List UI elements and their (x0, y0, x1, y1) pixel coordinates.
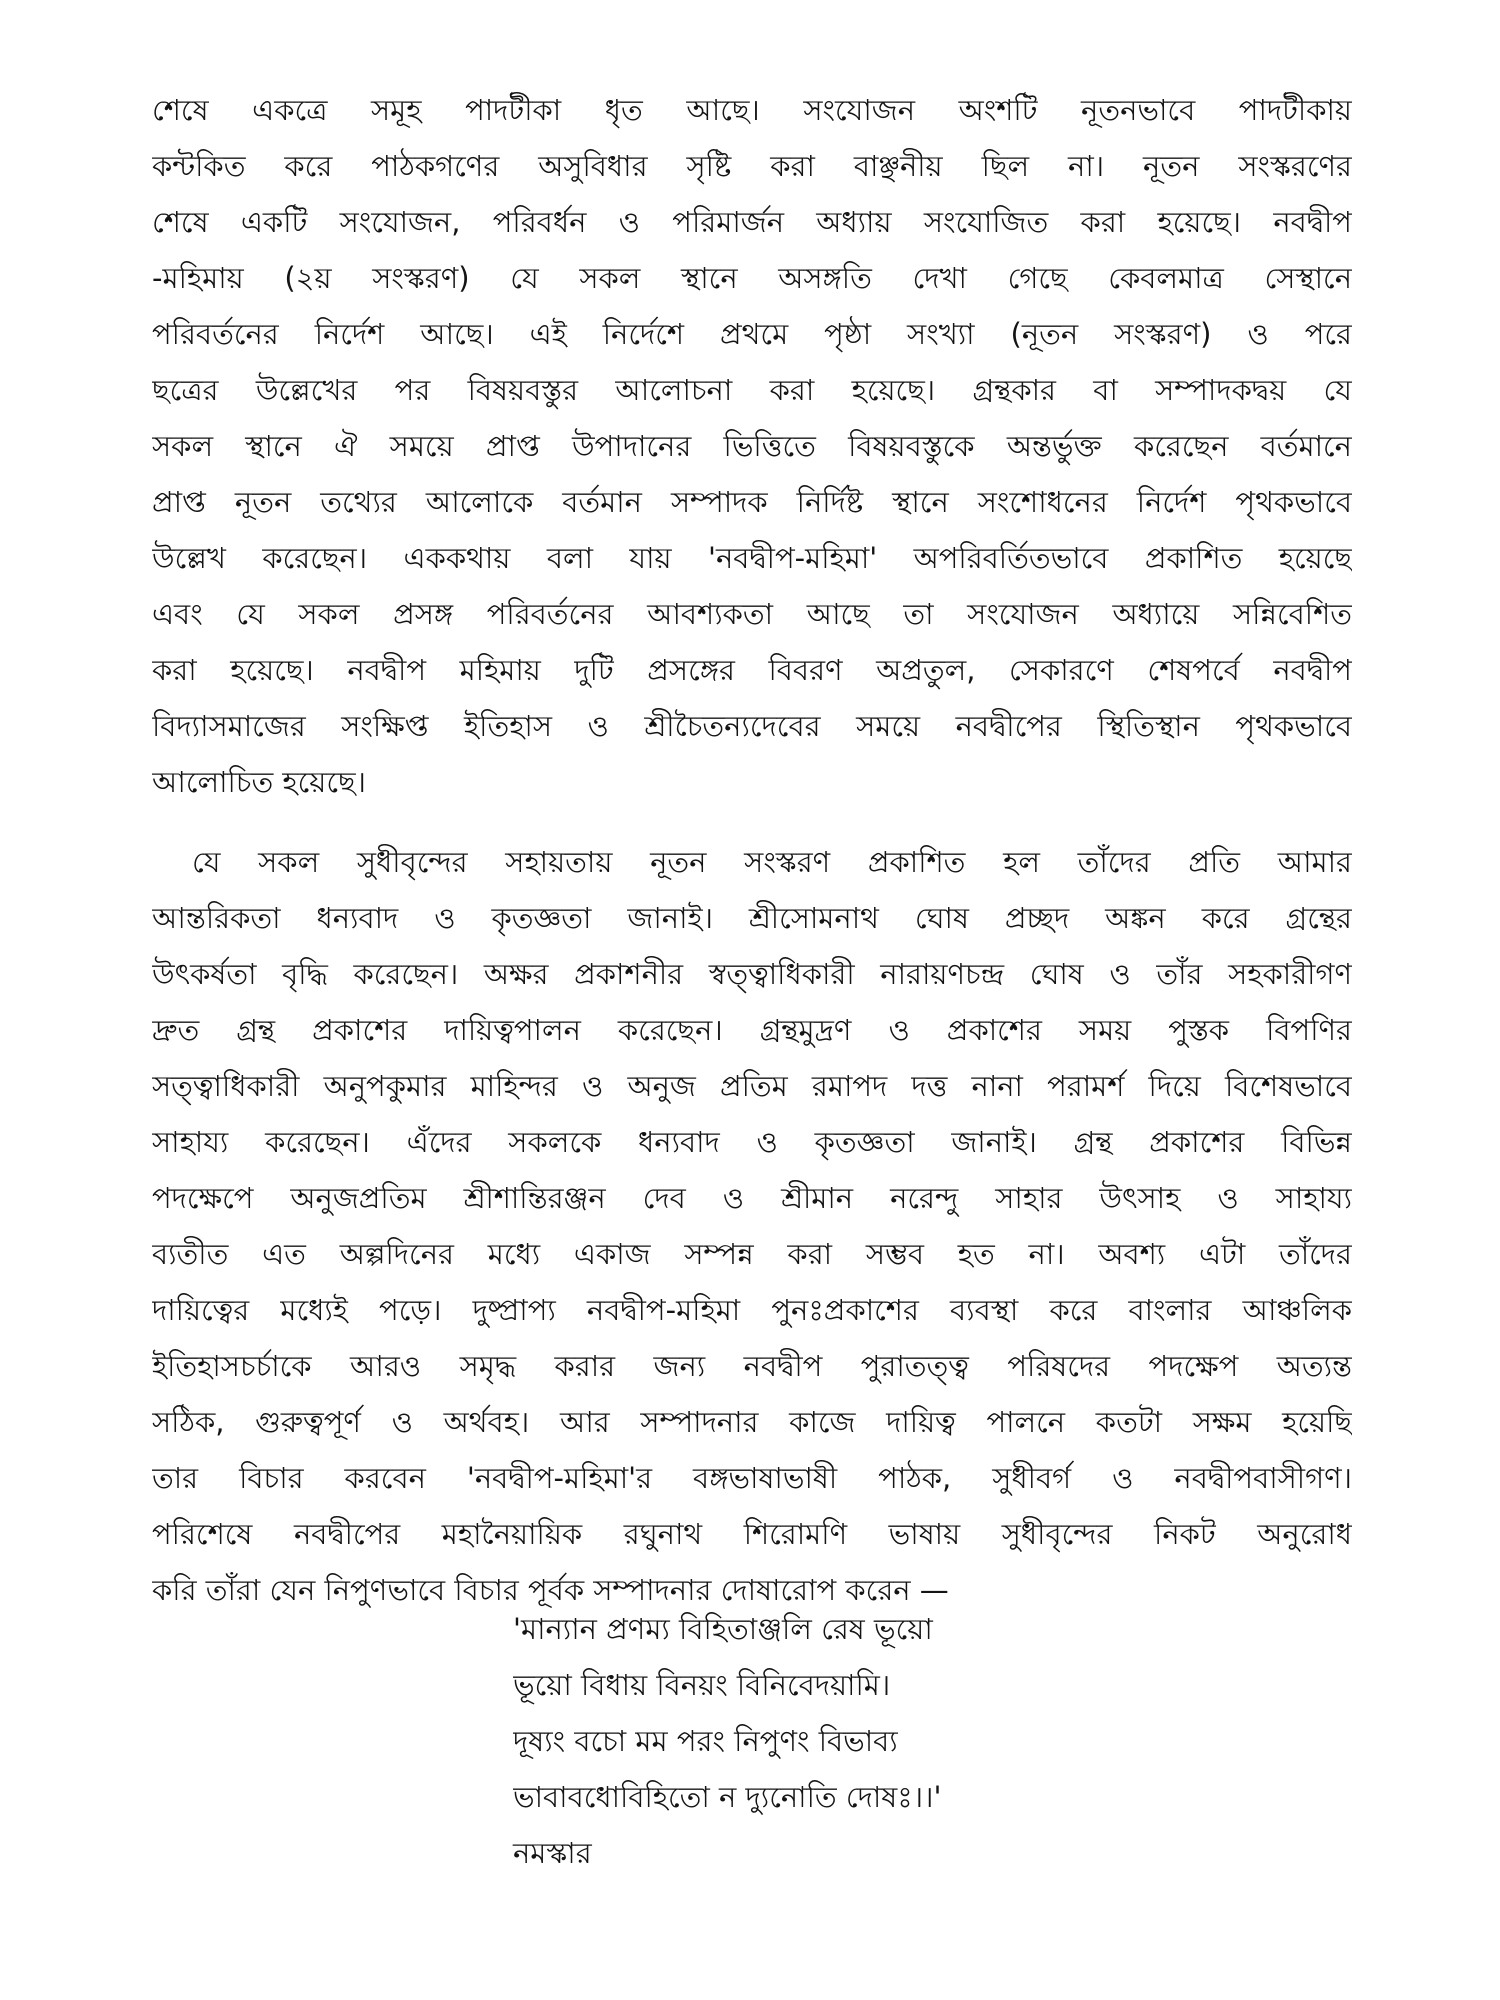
text-line: পদক্ষেপে অনুজপ্রতিম শ্রীশান্তিরঞ্জন দেব ও শ্রীমান নরেন্দু সাহার উৎসাহ ও সাহায্য (152, 1181, 1352, 1215)
paragraph-1 (152, 82, 1352, 810)
text-line: পরিশেষে নবদ্বীপের মহানৈয়ায়িক রঘুনাথ শিরোমণি ভাষায় সুধীবৃন্দের নিকট অনুরোধ (152, 1517, 1352, 1551)
sanskrit-verse (513, 1601, 941, 1825)
text-line: সত্ত্বাধিকারী অনুপকুমার মাহিন্দর ও অনুজ প্রতিম রমাপদ দত্ত নানা পরামর্শ দিয়ে বিশেষভাবে (152, 1069, 1352, 1103)
verse-line: ভূয়ো বিধায় বিনয়ং বিনিবেদয়ামি। (513, 1668, 891, 1702)
verse-line: ভাবাবধোবিহিতো ন দ্যুনোতি দোষঃ।।' (513, 1780, 942, 1814)
text-line: বিদ্যাসমাজের সংক্ষিপ্ত ইতিহাস ও শ্রীচৈতন্যদেবের সময়ে নবদ্বীপের স্থিতিস্থান পৃথকভাবে (152, 709, 1352, 743)
text-line: উৎকর্ষতা বৃদ্ধি করেছেন। অক্ষর প্রকাশনীর স্বত্ত্বাধিকারী নারায়ণচন্দ্র ঘোষ ও তাঁর সহকারীগণ (152, 957, 1352, 991)
text-line: প্রাপ্ত নূতন তথ্যের আলোকে বর্তমান সম্পাদক নির্দিষ্ট স্থানে সংশোধনের নির্দেশ পৃথকভাবে (152, 485, 1352, 519)
signoff: নমস্কার (513, 1836, 592, 1870)
text-line: শেষে একত্রে সমূহ পাদটীকা ধৃত আছে। সংযোজন অংশটি নূতনভাবে পাদটীকায় (152, 93, 1352, 127)
text-line: সঠিক, গুরুত্বপূর্ণ ও অর্থবহ। আর সম্পাদনার কাজে দায়িত্ব পালনে কতটা সক্ষম হয়েছি (152, 1405, 1352, 1439)
text-line: আলোচিত হয়েছে। (152, 765, 366, 799)
text-line: ব্যতীত এত অল্পদিনের মধ্যে একাজ সম্পন্ন করা সম্ভব হত না। অবশ্য এটা তাঁদের (152, 1237, 1352, 1271)
text-line: আন্তরিকতা ধন্যবাদ ও কৃতজ্ঞতা জানাই। শ্রীসোমনাথ ঘোষ প্রচ্ছদ অঙ্কন করে গ্রন্থের (152, 901, 1352, 935)
text-line: ছত্রের উল্লেখের পর বিষয়বস্তুর আলোচনা করা হয়েছে। গ্রন্থকার বা সম্পাদকদ্বয় যে (152, 373, 1352, 407)
text-line: যে সকল সুধীবৃন্দের সহায়তায় নূতন সংস্করণ প্রকাশিত হল তাঁদের প্রতি আমার (192, 845, 1352, 879)
text-line: শেষে একটি সংযোজন, পরিবর্ধন ও পরিমার্জন অধ্যায় সংযোজিত করা হয়েছে। নবদ্বীপ (152, 205, 1352, 239)
text-line: তার বিচার করবেন 'নবদ্বীপ-মহিমা'র বঙ্গভাষাভাষী পাঠক, সুধীবর্গ ও নবদ্বীপবাসীগণ। (152, 1461, 1352, 1495)
verse-line: 'মান্যান প্রণম্য বিহিতাঞ্জলি রেষ ভূয়ো (513, 1612, 933, 1646)
text-line: সকল স্থানে ঐ সময়ে প্রাপ্ত উপাদানের ভিত্তিতে বিষয়বস্তুকে অন্তর্ভুক্ত করেছেন বর্তমানে (152, 429, 1352, 463)
text-line: কন্টকিত করে পাঠকগণের অসুবিধার সৃষ্টি করা বাঞ্ছনীয় ছিল না। নূতন সংস্করণের (152, 149, 1352, 183)
paragraph-2 (152, 834, 1352, 1618)
text-line: ইতিহাসচর্চাকে আরও সমৃদ্ধ করার জন্য নবদ্বীপ পুরাতত্ত্ব পরিষদের পদক্ষেপ অত্যন্ত (152, 1349, 1352, 1383)
text-line: -মহিমায় (২য় সংস্করণ) যে সকল স্থানে অসঙ্গতি দেখা গেছে কেবলমাত্র সেস্থানে (152, 261, 1352, 295)
text-line: দায়িত্বের মধ্যেই পড়ে। দুষ্প্রাপ্য নবদ্বীপ-মহিমা পুনঃপ্রকাশের ব্যবস্থা করে বাংলার আঞ্চলিক (152, 1293, 1352, 1327)
text-line: করা হয়েছে। নবদ্বীপ মহিমায় দুটি প্রসঙ্গের বিবরণ অপ্রতুল, সেকারণে শেষপর্বে নবদ্বীপ (152, 653, 1352, 687)
text-line: করি তাঁরা যেন নিপুণভাবে বিচার পূর্বক সম্পাদনার দোষারোপ করেন — (152, 1573, 949, 1607)
text-line: দ্রুত গ্রন্থ প্রকাশের দায়িত্বপালন করেছেন। গ্রন্থমুদ্রণ ও প্রকাশের সময় পুস্তক বিপণির (152, 1013, 1352, 1047)
text-line: উল্লেখ করেছেন। এককথায় বলা যায় 'নবদ্বীপ-মহিমা' অপরিবর্তিতভাবে প্রকাশিত হয়েছে (152, 541, 1352, 575)
text-line: এবং যে সকল প্রসঙ্গ পরিবর্তনের আবশ্যকতা আছে তা সংযোজন অধ্যায়ে সন্নিবেশিত (152, 597, 1352, 631)
text-line: পরিবর্তনের নির্দেশ আছে। এই নির্দেশে প্রথমে পৃষ্ঠা সংখ্যা (নূতন সংস্করণ) ও পরে (152, 317, 1352, 351)
text-line: সাহায্য করেছেন। এঁদের সকলকে ধন্যবাদ ও কৃতজ্ঞতা জানাই। গ্রন্থ প্রকাশের বিভিন্ন (152, 1125, 1352, 1159)
verse-line: দূষ্যং বচো মম পরং নিপুণং বিভাব্য (513, 1724, 898, 1758)
